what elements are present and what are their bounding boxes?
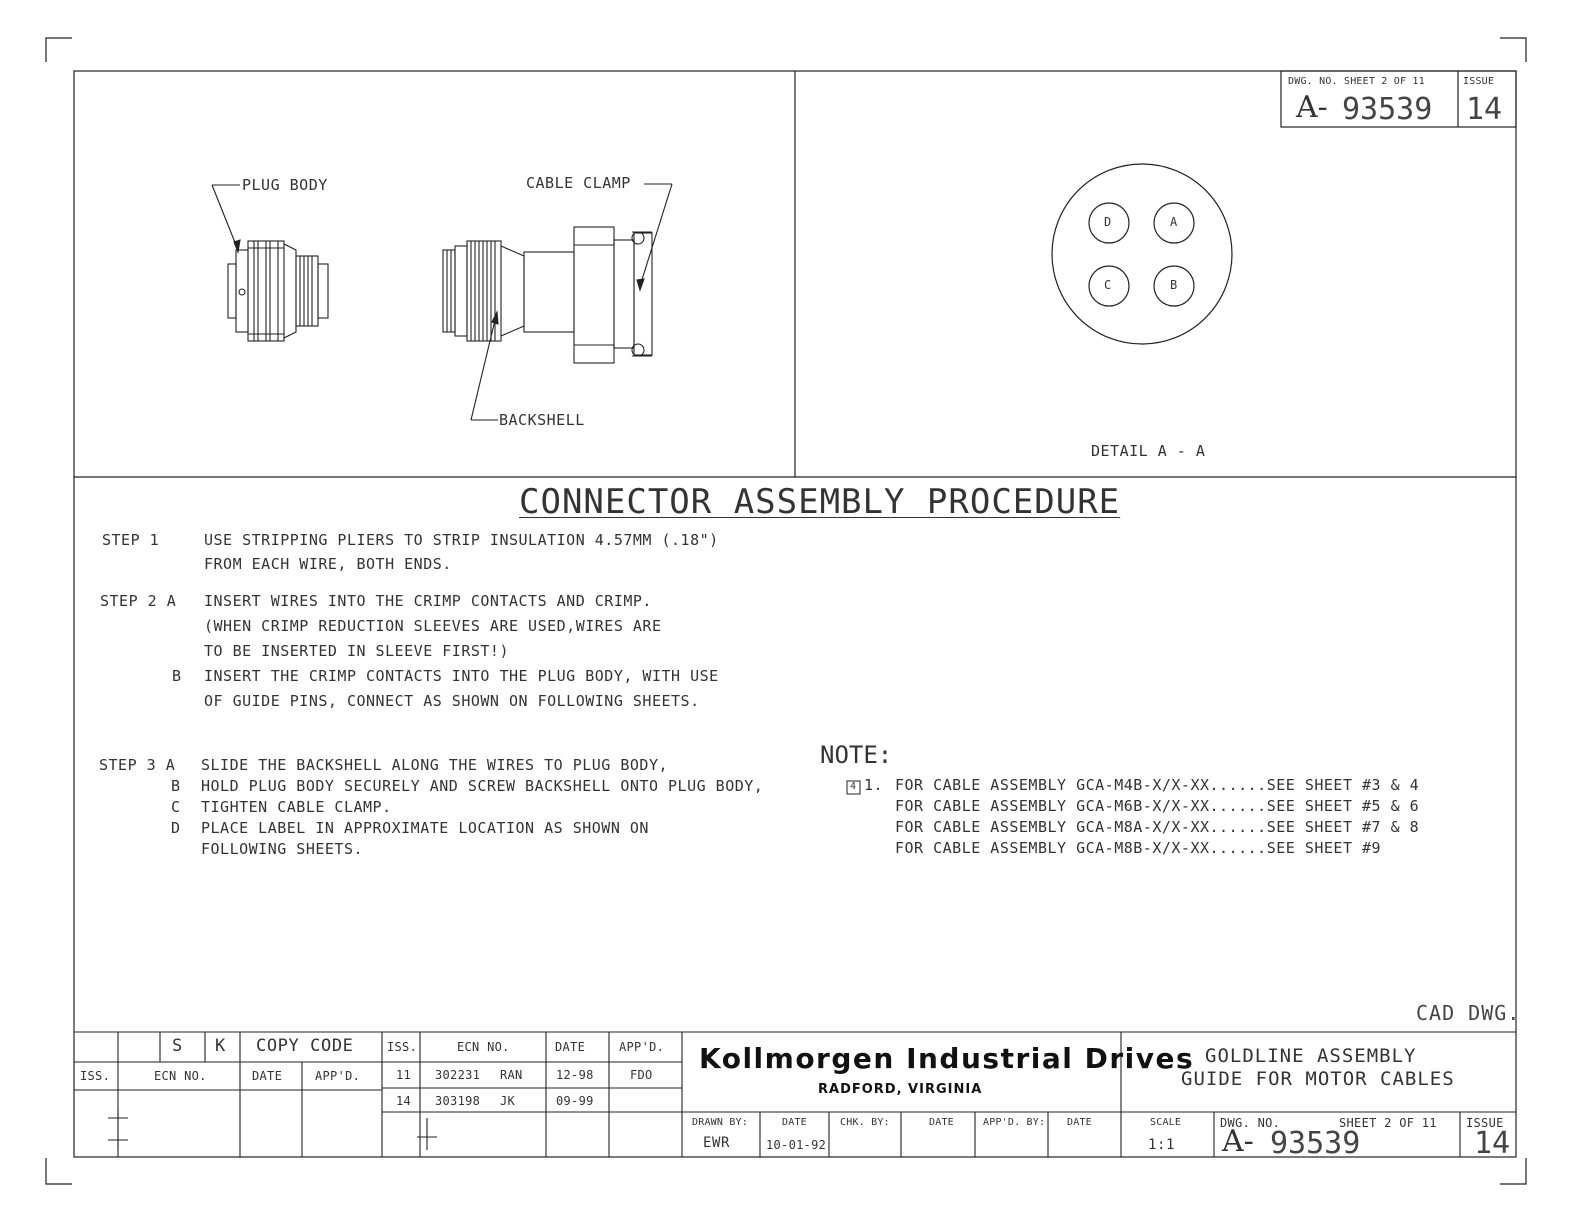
rev-iss-header: ISS.	[387, 1040, 418, 1054]
step2-label: STEP 2 A	[100, 592, 177, 610]
step2a-line: (WHEN CRIMP REDUCTION SLEEVES ARE USED,WIRES ARE	[204, 617, 662, 635]
step2a-line: TO BE INSERTED IN SLEEVE FIRST!)	[204, 642, 509, 660]
note-flag: 4	[850, 781, 857, 792]
step1-label: STEP 1	[102, 531, 160, 549]
copy-code-s: S	[172, 1036, 183, 1056]
left-ecn-header: ECN NO.	[154, 1069, 207, 1083]
copy-code-label: COPY CODE	[256, 1036, 354, 1056]
step3-label: STEP 3 A	[99, 756, 176, 774]
left-iss-header: ISS.	[80, 1069, 111, 1083]
rev-row-appd: FDO	[630, 1068, 653, 1082]
company-location: RADFORD, VIRGINIA	[818, 1082, 983, 1097]
step3-line: TIGHTEN CABLE CLAMP.	[201, 798, 392, 816]
crop-mark-top-left	[46, 38, 72, 62]
crop-mark-bottom-right	[1500, 1158, 1526, 1184]
scale-value: 1:1	[1148, 1137, 1176, 1153]
copy-code-k: K	[215, 1036, 226, 1056]
bottom-dwg-prefix: A-	[1222, 1124, 1254, 1159]
cable-clamp-label: CABLE CLAMP	[526, 174, 631, 192]
rev-row-by: RAN	[500, 1068, 523, 1082]
detail-label: DETAIL A - A	[1091, 442, 1206, 460]
sheet-box-issue-label: ISSUE	[1463, 76, 1495, 87]
rev-row-iss: 11	[396, 1068, 412, 1082]
crop-mark-bottom-left	[46, 1158, 72, 1184]
procedure-title: CONNECTOR ASSEMBLY PROCEDURE	[519, 482, 1121, 522]
step3-letter: D	[171, 819, 181, 837]
bottom-issue-label: ISSUE	[1466, 1116, 1504, 1130]
note-line: FOR CABLE ASSEMBLY GCA-M6B-X/X-XX......SEE SHEET #5 & 6	[895, 797, 1420, 815]
step1-line: FROM EACH WIRE, BOTH ENDS.	[204, 555, 452, 573]
pin-b-label: B	[1170, 278, 1178, 292]
bottom-dwg-number: 93539	[1270, 1126, 1361, 1161]
drawing-title-line1: GOLDLINE ASSEMBLY	[1205, 1045, 1417, 1067]
bottom-dwg-label: DWG. NO.	[1220, 1116, 1281, 1130]
plug-body-drawing	[212, 185, 328, 341]
pin-c-label: C	[1104, 278, 1112, 292]
step3-line: FOLLOWING SHEETS.	[201, 840, 364, 858]
appd-by-label: APP'D. BY:	[983, 1117, 1046, 1128]
rev-date-header: DATE	[555, 1040, 586, 1054]
rev-row-ecn: 303198	[435, 1094, 481, 1108]
note-line: FOR CABLE ASSEMBLY GCA-M8B-X/X-XX......SEE SHEET #9	[895, 839, 1382, 857]
chk-by-label: CHK. BY:	[840, 1117, 890, 1128]
plug-body-label: PLUG BODY	[242, 176, 328, 194]
drawn-date-label: DATE	[782, 1117, 807, 1128]
step2a-line: INSERT WIRES INTO THE CRIMP CONTACTS AND CRIMP.	[204, 592, 652, 610]
step2b-line: INSERT THE CRIMP CONTACTS INTO THE PLUG BODY, WITH USE	[204, 667, 719, 685]
rev-row-ecn: 302231	[435, 1068, 481, 1082]
drawing-title-line2: GUIDE FOR MOTOR CABLES	[1181, 1068, 1455, 1090]
connector-face-detail	[1052, 164, 1232, 344]
rev-row-date: 09-99	[556, 1094, 594, 1108]
step3-line: HOLD PLUG BODY SECURELY AND SCREW BACKSHELL ONTO PLUG BODY,	[201, 777, 764, 795]
note-line: FOR CABLE ASSEMBLY GCA-M8A-X/X-XX......SEE SHEET #7 & 8	[895, 818, 1420, 836]
pin-a-label: A	[1170, 215, 1178, 229]
note-line: FOR CABLE ASSEMBLY GCA-M4B-X/X-XX......SEE SHEET #3 & 4	[895, 776, 1420, 794]
bottom-sheet-label: SHEET 2 OF 11	[1339, 1116, 1437, 1130]
pin-d-label: D	[1104, 215, 1112, 229]
appd-date-label: DATE	[1067, 1117, 1092, 1128]
step2b-line: OF GUIDE PINS, CONNECT AS SHOWN ON FOLLOWING SHEETS.	[204, 692, 700, 710]
note-title: NOTE:	[820, 741, 893, 769]
drawn-date-value: 10-01-92	[766, 1138, 827, 1152]
step1-line: USE STRIPPING PLIERS TO STRIP INSULATION 4.57MM (.18")	[204, 531, 719, 549]
step3-letter: C	[171, 798, 181, 816]
rev-appd-header: APP'D.	[619, 1040, 665, 1054]
step2b-label: B	[172, 667, 182, 685]
bottom-issue-value: 14	[1474, 1126, 1511, 1161]
step3-letter: B	[171, 777, 181, 795]
rev-row-iss: 14	[396, 1094, 412, 1108]
backshell-label: BACKSHELL	[499, 411, 585, 429]
sheet-box-dwg-number: 93539	[1342, 92, 1433, 127]
left-appd-header: APP'D.	[315, 1069, 361, 1083]
company-name: Kollmorgen Industrial Drives	[699, 1042, 1195, 1075]
cad-dwg-label: CAD DWG.	[1416, 1001, 1521, 1025]
left-date-header: DATE	[252, 1069, 283, 1083]
step3-line: PLACE LABEL IN APPROXIMATE LOCATION AS SHOWN ON	[201, 819, 649, 837]
sheet-box-dwg-label: DWG. NO. SHEET 2 OF 11	[1288, 76, 1425, 87]
rev-ecn-header: ECN NO.	[457, 1040, 510, 1054]
rev-row-by: JK	[500, 1094, 516, 1108]
backshell-drawing	[443, 184, 672, 420]
drawn-by-label: DRAWN BY:	[692, 1117, 748, 1128]
note-number: 1.	[864, 776, 884, 794]
step3-line: SLIDE THE BACKSHELL ALONG THE WIRES TO PLUG BODY,	[201, 756, 669, 774]
sheet-box-issue: 14	[1466, 92, 1503, 127]
chk-date-label: DATE	[929, 1117, 954, 1128]
scale-label: SCALE	[1150, 1117, 1182, 1128]
rev-row-date: 12-98	[556, 1068, 594, 1082]
sheet-box-dwg-prefix: A-	[1296, 90, 1328, 125]
crop-mark-top-right	[1500, 38, 1526, 62]
drawn-by-value: EWR	[703, 1135, 731, 1151]
